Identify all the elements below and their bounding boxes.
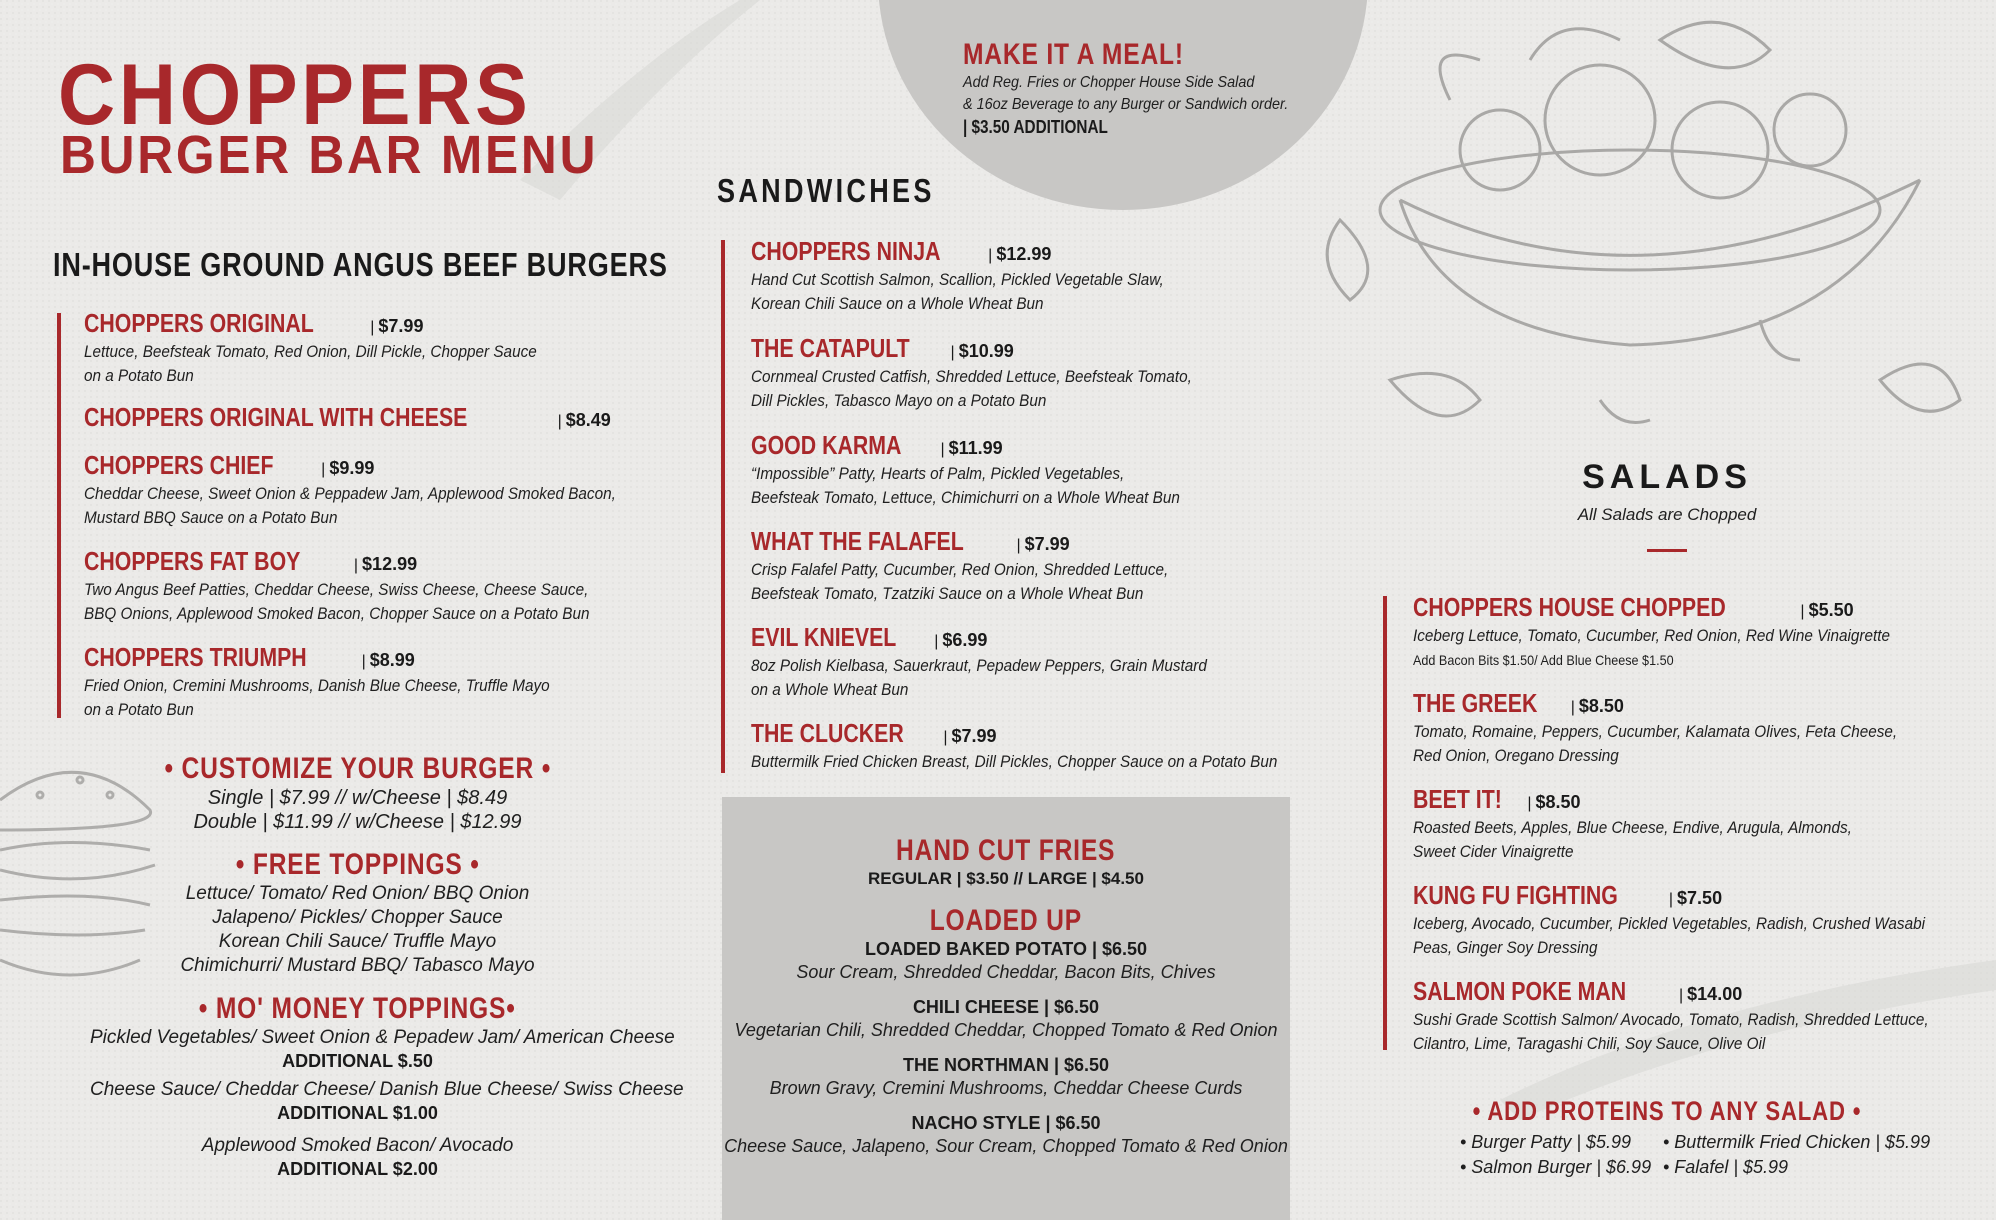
item-desc: Lettuce, Beefsteak Tomato, Red Onion, Dill Pickle, Chopper Sauce	[84, 342, 537, 361]
item-name: GOOD KARMA	[751, 430, 902, 460]
item-desc: Beefsteak Tomato, Lettuce, Chimichurri on a Whole Wheat Bun	[751, 488, 1180, 507]
item-desc: Iceberg, Avocado, Cucumber, Pickled Vegetables, Radish, Crushed Wasabi	[1413, 914, 1925, 933]
fries-block	[722, 834, 1290, 1158]
loaded-item-desc: Cheese Sauce, Jalapeno, Sour Cream, Chopped Tomato & Red Onion	[724, 1136, 1288, 1156]
item-price: $10.99	[958, 341, 1014, 361]
salads-rule	[1647, 549, 1687, 552]
topping-line: Chimichurri/ Mustard BBQ/ Tabasco Mayo	[180, 955, 535, 976]
sandwich-item: THE CATAPULT | $10.99 Cornmeal Crusted Catfish, Shredded Lettuce, Beefsteak Tomato, Dill Pickles, Tabasco Mayo on a Potato Bun	[751, 333, 1241, 413]
item-name: CHOPPERS HOUSE CHOPPED	[1413, 592, 1726, 622]
free-toppings-block	[90, 848, 625, 978]
item-name: SALMON POKE MAN	[1413, 976, 1627, 1006]
loaded-item-desc: Brown Gravy, Cremini Mushrooms, Cheddar Cheese Curds	[769, 1078, 1243, 1098]
sandwiches-heading: SANDWICHES	[717, 172, 935, 209]
item-desc: Peas, Ginger Soy Dressing	[1413, 938, 1598, 957]
item-desc: Mustard BBQ Sauce on a Potato Bun	[84, 508, 338, 527]
burgers-heading: IN-HOUSE GROUND ANGUS BEEF BURGERS	[53, 246, 668, 283]
meal-line: Add Reg. Fries or Chopper House Side Salad	[963, 74, 1255, 91]
meal-heading: MAKE IT A MEAL!	[963, 38, 1184, 71]
item-name: BEET IT!	[1413, 784, 1502, 814]
item-desc: Korean Chili Sauce on a Whole Wheat Bun	[751, 294, 1044, 313]
item-price: $8.50	[1578, 696, 1624, 716]
topping-line: Korean Chili Sauce/ Truffle Mayo	[218, 931, 497, 952]
meal-block	[963, 38, 1324, 138]
item-name: EVIL KNIEVEL	[751, 622, 897, 652]
protein-item: • Falafel | $5.99	[1663, 1157, 1789, 1177]
salad-item: SALMON POKE MAN | $14.00 Sushi Grade Scottish Salmon/ Avocado, Tomato, Radish, Shredded Lettuce, Cilantro, Lime, Taragashi Chili, Soy Sauce, Olive Oil	[1413, 976, 1986, 1056]
loaded-item-name: LOADED BAKED POTATO | $6.50	[864, 939, 1148, 959]
topping-line: Lettuce/ Tomato/ Red Onion/ BBQ Onion	[185, 883, 530, 904]
mo-money-additional: ADDITIONAL $1.00	[277, 1103, 438, 1123]
sandwich-item: CHOPPERS NINJA | $12.99 Hand Cut Scottish Salmon, Scallion, Pickled Vegetable Slaw, Korean Chili Sauce on a Whole Wheat Bun	[751, 236, 1210, 316]
loaded-heading: LOADED UP	[929, 904, 1083, 937]
proteins-col-right	[1663, 1130, 1930, 1180]
item-price: $9.99	[329, 458, 375, 478]
loaded-item-name: NACHO STYLE | $6.50	[911, 1113, 1101, 1133]
item-price: $7.50	[1677, 888, 1723, 908]
mo-money-additional: ADDITIONAL $.50	[282, 1051, 433, 1071]
item-desc: Two Angus Beef Patties, Cheddar Cheese, Swiss Cheese, Cheese Sauce,	[84, 580, 589, 599]
item-price: $12.99	[362, 554, 418, 574]
proteins-head-block	[1417, 1096, 1917, 1127]
item-price: $8.50	[1535, 792, 1581, 812]
item-desc: Add Bacon Bits $1.50/ Add Blue Cheese $1.50	[1413, 652, 1674, 668]
burger-item: CHOPPERS ORIGINAL WITH CHEESE | $8.49	[84, 402, 611, 432]
brand-title: CHOPPERS	[58, 47, 532, 143]
mo-money-heading: • MO' MONEY TOPPINGS•	[199, 992, 516, 1025]
meal-line: & 16oz Beverage to any Burger or Sandwich order.	[963, 96, 1289, 113]
burgers-divider	[57, 313, 61, 718]
brand-subtitle: BURGER BAR MENU	[60, 125, 599, 185]
item-price: $14.00	[1687, 984, 1743, 1004]
fries-sizes: REGULAR | $3.50 // LARGE | $4.50	[868, 869, 1144, 888]
item-desc: BBQ Onions, Applewood Smoked Bacon, Chopper Sauce on a Potato Bun	[84, 604, 590, 623]
mo-money-additional: ADDITIONAL $2.00	[277, 1159, 438, 1179]
item-price: $5.50	[1808, 600, 1854, 620]
item-name: THE CATAPULT	[751, 333, 910, 363]
item-desc: Cilantro, Lime, Taragashi Chili, Soy Sauce, Olive Oil	[1413, 1034, 1766, 1053]
item-price: $8.49	[565, 410, 611, 430]
item-desc: on a Potato Bun	[84, 366, 194, 385]
item-price: $8.99	[369, 650, 415, 670]
burger-item: CHOPPERS FAT BOY | $12.99 Two Angus Beef Patties, Cheddar Cheese, Swiss Cheese, Cheese Sauce, BBQ Onions, Applewood Smoked Bacon, Chopper Sauce on a Potato Bun	[84, 546, 646, 626]
loaded-item-desc: Sour Cream, Shredded Cheddar, Bacon Bits, Chives	[796, 962, 1216, 982]
item-price: $6.99	[942, 630, 988, 650]
loaded-item-desc: Vegetarian Chili, Shredded Cheddar, Chopped Tomato & Red Onion	[734, 1020, 1278, 1040]
free-toppings-heading: • FREE TOPPINGS •	[235, 848, 480, 881]
burger-item: CHOPPERS CHIEF | $9.99 Cheddar Cheese, Sweet Onion & Peppadew Jam, Applewood Smoked Bacon, Mustard BBQ Sauce on a Potato Bun	[84, 450, 675, 530]
item-name: CHOPPERS ORIGINAL WITH CHEESE	[84, 402, 468, 432]
item-name: THE CLUCKER	[751, 718, 904, 748]
customize-single: Single | $7.99 // w/Cheese | $8.49	[207, 787, 508, 809]
sandwiches-divider	[721, 240, 725, 773]
salads-note: All Salads are Chopped	[1577, 505, 1757, 524]
item-desc: Iceberg Lettuce, Tomato, Cucumber, Red Onion, Red Wine Vinaigrette	[1413, 626, 1890, 645]
item-name: KUNG FU FIGHTING	[1413, 880, 1618, 910]
salad-item: THE GREEK | $8.50 Tomato, Romaine, Peppers, Cucumber, Kalamata Olives, Feta Cheese, Red Onion, Oregano Dressing	[1413, 688, 1951, 768]
item-desc: Buttermilk Fried Chicken Breast, Dill Pickles, Chopper Sauce on a Potato Bun	[751, 752, 1278, 771]
customize-heading: • CUSTOMIZE YOUR BURGER •	[164, 752, 551, 785]
item-desc: Crisp Falafel Patty, Cucumber, Red Onion, Shredded Lettuce,	[751, 560, 1169, 579]
protein-item: • Burger Patty | $5.99	[1460, 1132, 1632, 1152]
customize-double: Double | $11.99 // w/Cheese | $12.99	[193, 811, 522, 833]
protein-item: • Salmon Burger | $6.99	[1460, 1157, 1652, 1177]
item-price: $7.99	[378, 316, 424, 336]
salads-heading: SALADS	[1582, 458, 1752, 496]
loaded-item-name: THE NORTHMAN | $6.50	[902, 1055, 1110, 1075]
salads-head-block	[1467, 458, 1867, 552]
item-desc: Hand Cut Scottish Salmon, Scallion, Pickled Vegetable Slaw,	[751, 270, 1164, 289]
item-name: CHOPPERS TRIUMPH	[84, 642, 307, 672]
sandwich-item: WHAT THE FALAFEL | $7.99 Crisp Falafel Patty, Cucumber, Red Onion, Shredded Lettuce, Beefsteak Tomato, Tzatziki Sauce on a Whole Wheat Bun	[751, 526, 1215, 606]
salad-item: KUNG FU FIGHTING | $7.50 Iceberg, Avocado, Cucumber, Pickled Vegetables, Radish, Crushed Wasabi Peas, Ginger Soy Dressing	[1413, 880, 1982, 960]
salads-divider	[1383, 596, 1387, 1050]
protein-item: • Buttermilk Fried Chicken | $5.99	[1663, 1132, 1931, 1152]
item-desc: Red Onion, Oregano Dressing	[1413, 746, 1619, 765]
topping-line: Jalapeno/ Pickles/ Chopper Sauce	[212, 907, 503, 928]
mo-money-line: Applewood Smoked Bacon/ Avocado	[201, 1135, 514, 1156]
salad-bowl-illustration	[1300, 0, 1996, 480]
item-name: CHOPPERS NINJA	[751, 236, 941, 266]
item-desc: Sweet Cider Vinaigrette	[1413, 842, 1574, 861]
mo-money-block	[90, 992, 684, 1180]
item-price: $7.99	[1024, 534, 1070, 554]
mo-money-line: Pickled Vegetables/ Sweet Onion & Pepadew Jam/ American Cheese	[90, 1027, 675, 1048]
item-price: $12.99	[996, 244, 1052, 264]
sandwich-item: GOOD KARMA | $11.99 “Impossible” Patty, Hearts of Palm, Pickled Vegetables, Beefsteak Tomato, Lettuce, Chimichurri on a Whole Wheat Bun	[751, 430, 1228, 510]
customize-block	[90, 752, 625, 834]
sandwich-item: EVIL KNIEVEL | $6.99 8oz Polish Kielbasa, Sauerkraut, Pepadew Peppers, Grain Mustard on a Whole Wheat Bun	[751, 622, 1258, 702]
sandwich-item: THE CLUCKER | $7.99 Buttermilk Fried Chicken Breast, Dill Pickles, Chopper Sauce on a Potato Bun	[751, 718, 1336, 774]
salad-item: CHOPPERS HOUSE CHOPPED | $5.50 Iceberg Lettuce, Tomato, Cucumber, Red Onion, Red Wine Vinaigrette Add Bacon Bits $1.50/ Add Blue Cheese $1.50	[1413, 592, 1943, 672]
fries-heading: HAND CUT FRIES	[896, 834, 1116, 867]
item-name: CHOPPERS CHIEF	[84, 450, 274, 480]
item-desc: Tomato, Romaine, Peppers, Cucumber, Kalamata Olives, Feta Cheese,	[1413, 722, 1898, 741]
item-name: CHOPPERS ORIGINAL	[84, 308, 314, 338]
burger-item: CHOPPERS TRIUMPH | $8.99 Fried Onion, Cremini Mushrooms, Danish Blue Cheese, Truffle Mayo on a Potato Bun	[84, 642, 601, 722]
mo-money-line: Cheese Sauce/ Cheddar Cheese/ Danish Blue Cheese/ Swiss Cheese	[90, 1079, 684, 1100]
item-desc: Cornmeal Crusted Catfish, Shredded Lettuce, Beefsteak Tomato,	[751, 367, 1192, 386]
item-desc: Dill Pickles, Tabasco Mayo on a Potato Bun	[751, 391, 1047, 410]
item-price: $11.99	[948, 438, 1003, 458]
item-desc: Beefsteak Tomato, Tzatziki Sauce on a Whole Wheat Bun	[751, 584, 1144, 603]
item-name: CHOPPERS FAT BOY	[84, 546, 301, 576]
item-price: $7.99	[951, 726, 997, 746]
item-desc: 8oz Polish Kielbasa, Sauerkraut, Pepadew Peppers, Grain Mustard	[751, 656, 1207, 675]
proteins-heading: • ADD PROTEINS TO ANY SALAD •	[1472, 1096, 1862, 1126]
item-name: WHAT THE FALAFEL	[751, 526, 964, 556]
item-desc: Fried Onion, Cremini Mushrooms, Danish Blue Cheese, Truffle Mayo	[84, 676, 550, 695]
proteins-col-left	[1460, 1130, 1651, 1180]
item-desc: “Impossible” Patty, Hearts of Palm, Pickled Vegetables,	[751, 464, 1125, 483]
item-desc: Cheddar Cheese, Sweet Onion & Peppadew Jam, Applewood Smoked Bacon,	[84, 484, 616, 503]
loaded-item-name: CHILI CHEESE | $6.50	[912, 997, 1100, 1017]
salad-item: BEET IT! | $8.50 Roasted Beets, Apples, Blue Cheese, Endive, Arugula, Almonds, Sweet Cider Vinaigrette	[1413, 784, 1901, 864]
item-desc: Roasted Beets, Apples, Blue Cheese, Endive, Arugula, Almonds,	[1413, 818, 1852, 837]
item-desc: on a Whole Wheat Bun	[751, 680, 909, 699]
item-desc: on a Potato Bun	[84, 700, 194, 719]
item-name: THE GREEK	[1413, 688, 1538, 718]
meal-price: | $3.50 ADDITIONAL	[963, 117, 1108, 137]
item-desc: Sushi Grade Scottish Salmon/ Avocado, Tomato, Radish, Shredded Lettuce,	[1413, 1010, 1929, 1029]
burger-item: CHOPPERS ORIGINAL | $7.99 Lettuce, Beefsteak Tomato, Red Onion, Dill Pickle, Chopper Sauce on a Potato Bun	[84, 308, 587, 388]
